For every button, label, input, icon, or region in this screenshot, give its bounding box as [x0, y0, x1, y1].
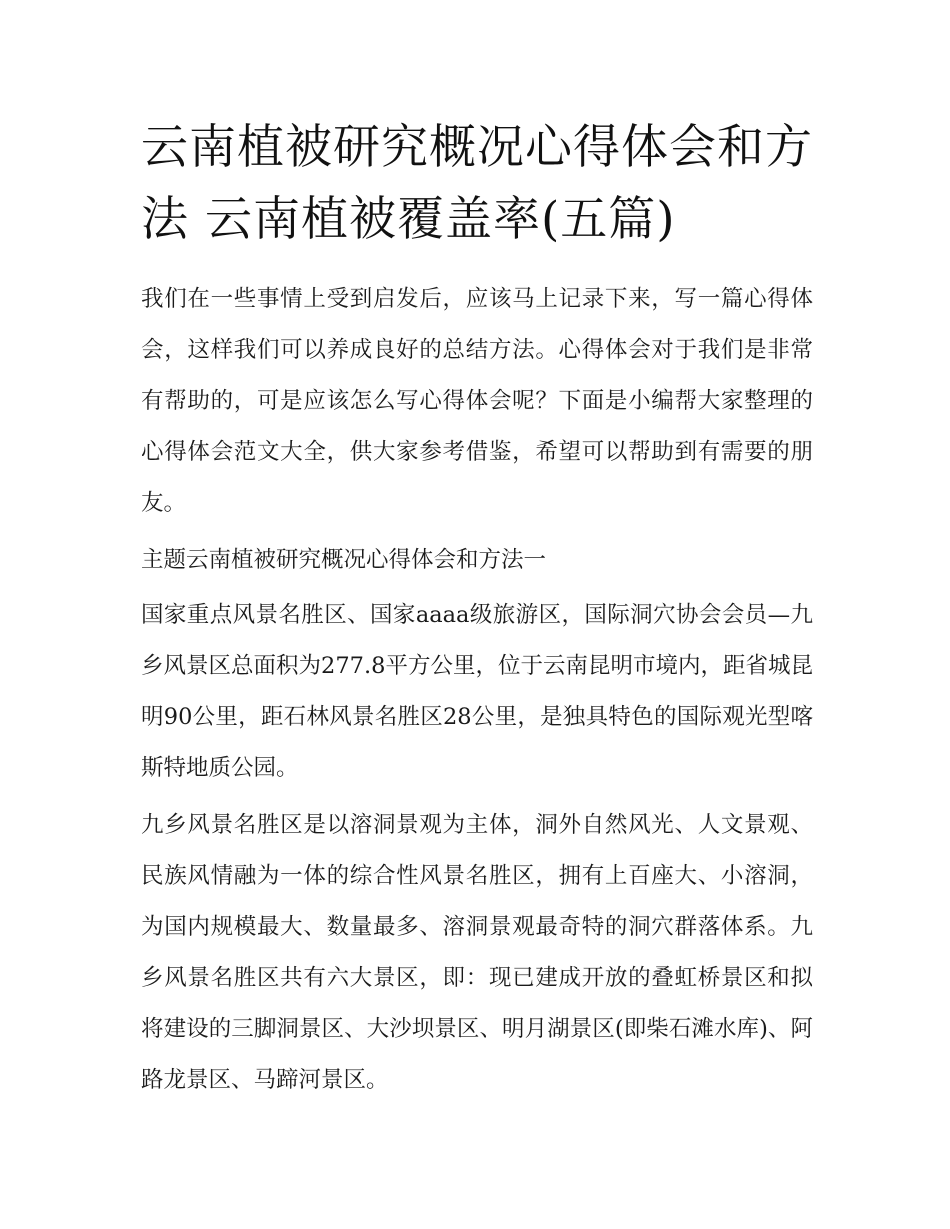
intro-paragraph: 我们在一些事情上受到启发后，应该马上记录下来，写一篇心得体会，这样我们可以养成良好的总结方法。心得体会对于我们是非常有帮助的，可是应该怎么写心得体会呢？下面是小编帮大家整理的心得体会范文大全，供大家参考借鉴，希望可以帮助到有需要的朋友。 [141, 286, 813, 516]
section-heading: 主题云南植被研究概况心得体会和方法一 [141, 547, 547, 573]
body-paragraph: 九乡风景名胜区是以溶洞景观为主体，洞外自然风光、人文景观、民族风情融为一体的综合性风景名胜区，拥有上百座大、小溶洞，为国内规模最大、数量最多、溶洞景观最奇特的洞穴群落体系。九乡风景名胜区共有六大景区，即：现已建成开放的叠虹桥景区和拟将建设的三脚洞景区、大沙坝景区、明月湖景区(即柴石滩水库)、阿路龙景区、马蹄河景区。 [141, 812, 813, 1093]
document-page [141, 112, 813, 1112]
document-title: 云南植被研究概况心得体会和方法 云南植被覆盖率(五篇) [141, 120, 813, 247]
body-paragraph: 国家重点风景名胜区、国家aaaa级旅游区，国际洞穴协会会员—九乡风景区总面积为277.8平方公里，位于云南昆明市境内，距省城昆明90公里，距石林风景名胜区28公里，是独具特色的国际观光型喀斯特地质公园。 [141, 602, 813, 781]
